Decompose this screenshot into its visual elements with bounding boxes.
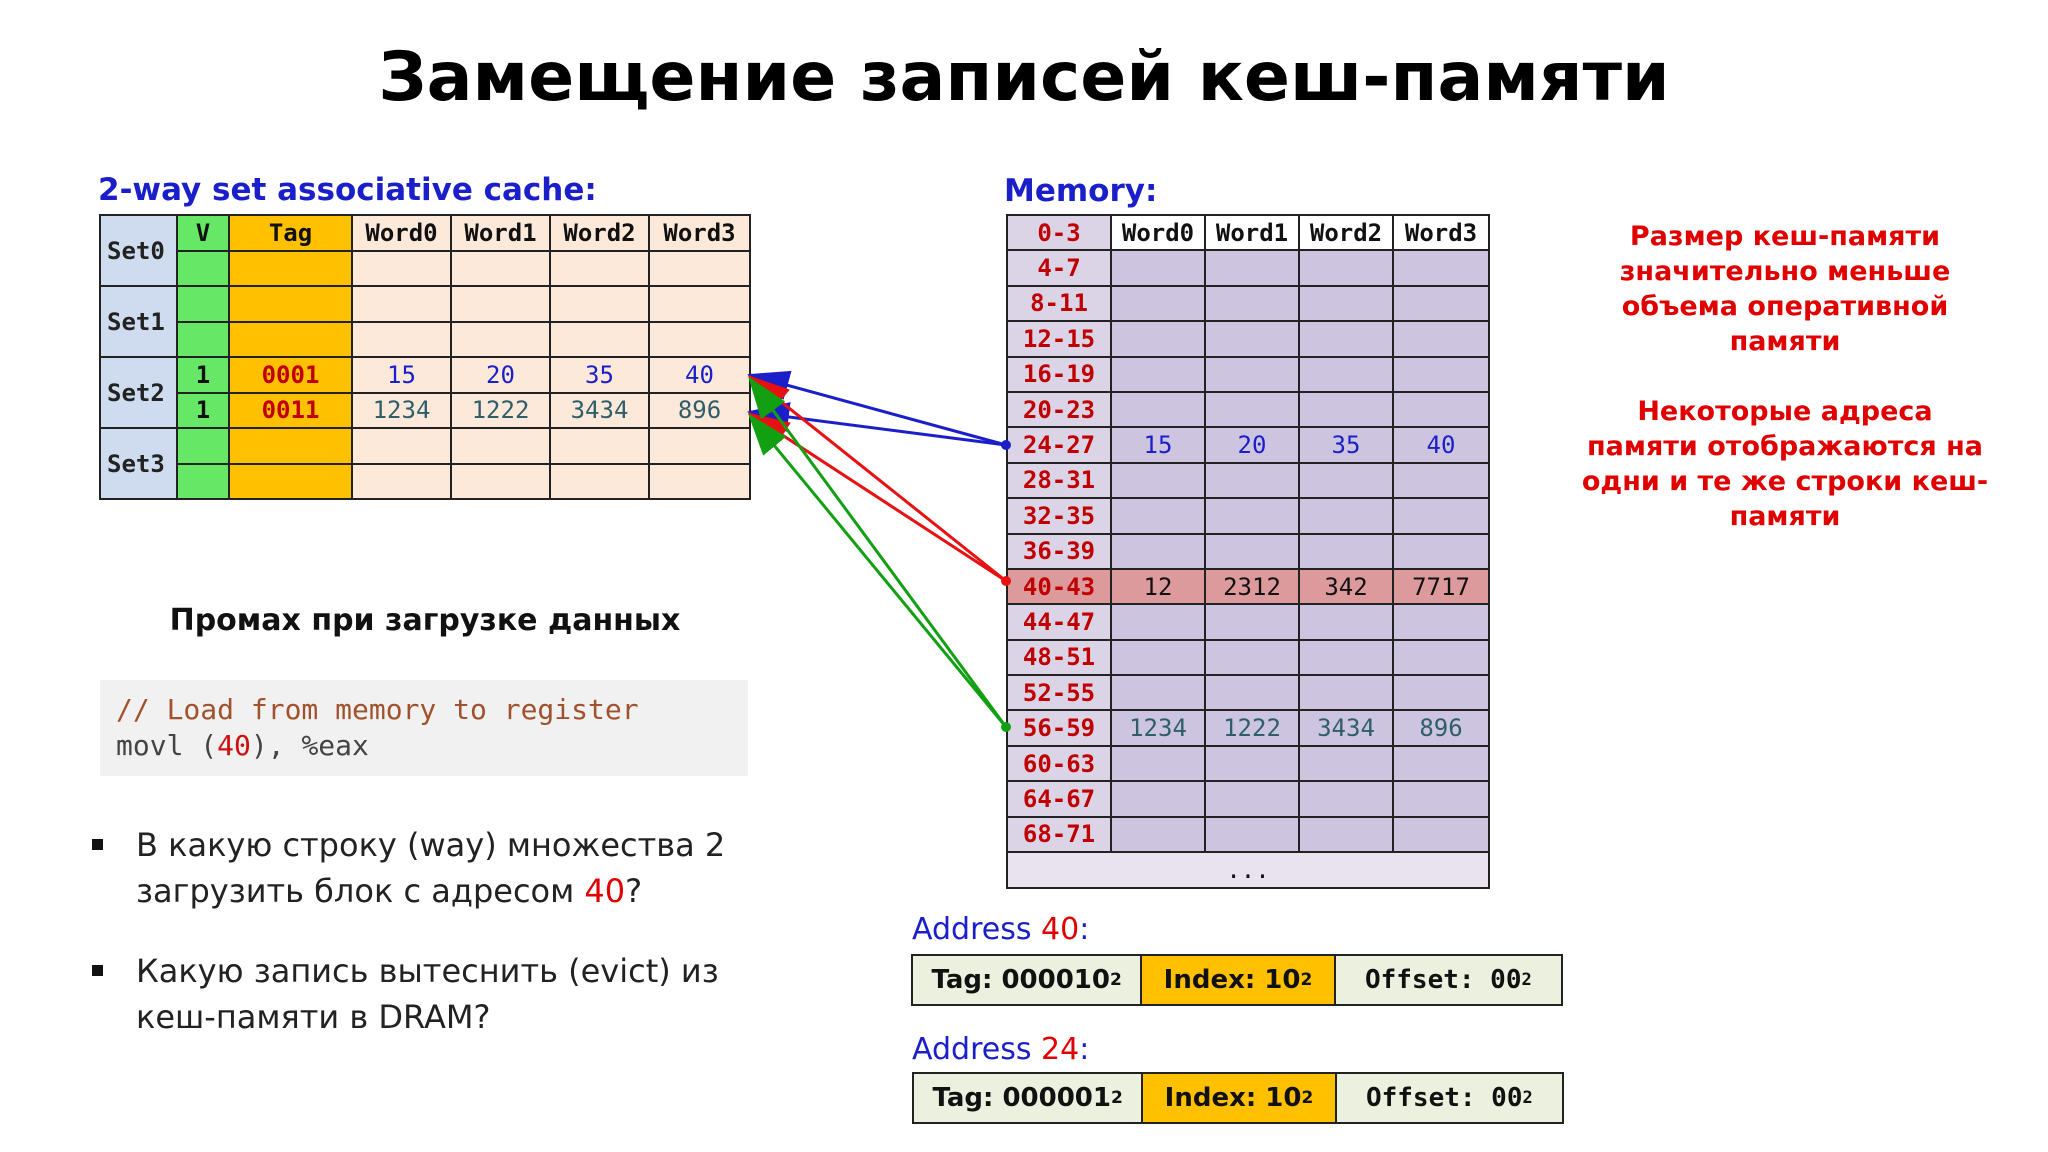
code-block bbox=[100, 680, 748, 776]
cache-set-label: Set0 bbox=[100, 215, 177, 286]
tag-field: Tag: 000001 2 bbox=[914, 1074, 1143, 1122]
dot-green bbox=[1001, 722, 1011, 732]
memory-address: 32-35 bbox=[1007, 498, 1111, 533]
index-field: Index: 10 2 bbox=[1143, 1074, 1336, 1122]
memory-address: 68-71 bbox=[1007, 817, 1111, 852]
tag-field: Tag: 000010 2 bbox=[913, 956, 1142, 1004]
question-item: В какую строку (way) множества 2 загрузить блок с адресом 40? bbox=[90, 822, 790, 914]
memory-address: 40-43 bbox=[1007, 569, 1111, 604]
memory-word-cell: 15 bbox=[1111, 427, 1205, 462]
valid-bit: 1 bbox=[177, 393, 229, 429]
memory-address: 48-51 bbox=[1007, 640, 1111, 675]
memory-word-cell: 342 bbox=[1299, 569, 1393, 604]
memory-word-cell: 1222 bbox=[1205, 710, 1299, 745]
memory-word-cell: 2312 bbox=[1205, 569, 1299, 604]
arrow-blue-to-way0 bbox=[750, 375, 1006, 445]
offset-field: Offset: 00 2 bbox=[1336, 956, 1561, 1004]
memory-address: 8-11 bbox=[1007, 286, 1111, 321]
note-address-mapping: Некоторые адреса памяти отображаются на одни и те же строки кеш-памяти bbox=[1581, 396, 1989, 532]
word-cell: 1234 bbox=[352, 393, 451, 429]
memory-label: Memory: bbox=[1004, 173, 1158, 209]
word-cell: 1222 bbox=[451, 393, 550, 429]
memory-column-header: Word0 bbox=[1111, 215, 1205, 250]
word-cell: 3434 bbox=[550, 393, 649, 429]
word-cell: 896 bbox=[649, 393, 750, 429]
memory-address: 0-3 bbox=[1007, 215, 1111, 250]
memory-word-cell: 12 bbox=[1111, 569, 1205, 604]
memory-address: 12-15 bbox=[1007, 321, 1111, 356]
arrow-red-to-way0 bbox=[750, 377, 1006, 581]
memory-word-cell: 3434 bbox=[1299, 710, 1393, 745]
memory-address: 60-63 bbox=[1007, 746, 1111, 781]
tag-cell: 0001 bbox=[229, 357, 352, 393]
cache-label: 2-way set associative cache: bbox=[98, 172, 597, 208]
page-title: Замещение записей кеш-памяти bbox=[378, 38, 1670, 117]
word-cell: 40 bbox=[649, 357, 750, 393]
word-cell: 35 bbox=[550, 357, 649, 393]
bullet-square-icon bbox=[92, 839, 103, 850]
cache-column-header: V bbox=[177, 215, 229, 251]
cache-column-header: Word0 bbox=[352, 215, 451, 251]
address-40-breakdown bbox=[911, 954, 1563, 1006]
address-40-label: Address 40: bbox=[912, 912, 1090, 947]
memory-word-cell: 896 bbox=[1393, 710, 1489, 745]
memory-address: 56-59 bbox=[1007, 710, 1111, 745]
address-24-label: Address 24: bbox=[912, 1032, 1090, 1067]
memory-address: 36-39 bbox=[1007, 534, 1111, 569]
memory-column-header: Word1 bbox=[1205, 215, 1299, 250]
word-cell: 20 bbox=[451, 357, 550, 393]
question-list bbox=[90, 822, 790, 1074]
memory-column-header: Word2 bbox=[1299, 215, 1393, 250]
memory-address: 52-55 bbox=[1007, 675, 1111, 710]
dot-red bbox=[1001, 576, 1011, 586]
arrow-green-to-way0 bbox=[750, 379, 1006, 727]
index-field: Index: 10 2 bbox=[1142, 956, 1335, 1004]
memory-address: 4-7 bbox=[1007, 250, 1111, 285]
memory-address: 16-19 bbox=[1007, 357, 1111, 392]
code-instruction: movl (40), %eax bbox=[116, 729, 369, 762]
memory-column-header: Word3 bbox=[1393, 215, 1489, 250]
cache-set-label: Set3 bbox=[100, 428, 177, 499]
arrow-green-to-way1 bbox=[750, 416, 1006, 727]
memory-word-cell: 7717 bbox=[1393, 569, 1489, 604]
cache-column-header: Word2 bbox=[550, 215, 649, 251]
valid-bit: 1 bbox=[177, 357, 229, 393]
cache-column-header: Word1 bbox=[451, 215, 550, 251]
memory-word-cell: 35 bbox=[1299, 427, 1393, 462]
cache-column-header: Word3 bbox=[649, 215, 750, 251]
code-comment: // Load from memory to register bbox=[116, 693, 639, 726]
word-cell: 15 bbox=[352, 357, 451, 393]
memory-address: 44-47 bbox=[1007, 604, 1111, 639]
offset-field: Offset: 00 2 bbox=[1337, 1074, 1562, 1122]
memory-word-cell: 40 bbox=[1393, 427, 1489, 462]
miss-subheading: Промах при загрузке данных bbox=[169, 603, 681, 638]
note-cache-size: Размер кеш-памяти значительно меньше объема оперативной памяти bbox=[1619, 221, 1951, 357]
cache-column-header: Tag bbox=[229, 215, 352, 251]
memory-address: 24-27 bbox=[1007, 427, 1111, 462]
question-item: Какую запись вытеснить (evict) из кеш-памяти в DRAM? bbox=[90, 948, 790, 1040]
memory-address: 20-23 bbox=[1007, 392, 1111, 427]
memory-ellipsis: ... bbox=[1007, 852, 1489, 888]
memory-address: 28-31 bbox=[1007, 463, 1111, 498]
bullet-square-icon bbox=[92, 965, 103, 976]
memory-word-cell: 1234 bbox=[1111, 710, 1205, 745]
dot-blue bbox=[1001, 440, 1011, 450]
memory-word-cell: 20 bbox=[1205, 427, 1299, 462]
cache-set-label: Set2 bbox=[100, 357, 177, 428]
cache-set-label: Set1 bbox=[100, 286, 177, 357]
tag-cell: 0011 bbox=[229, 393, 352, 429]
address-24-breakdown bbox=[912, 1072, 1564, 1124]
memory-address: 64-67 bbox=[1007, 781, 1111, 816]
